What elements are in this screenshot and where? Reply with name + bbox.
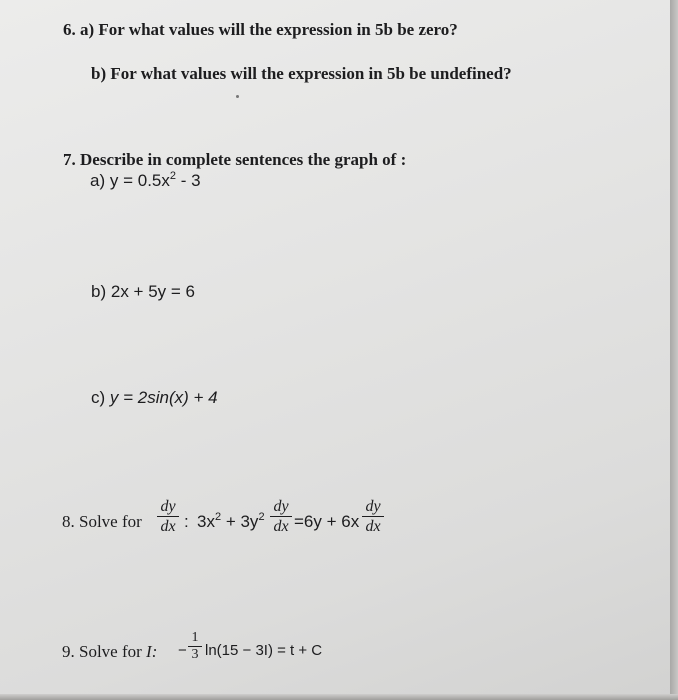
q8-frac2-bar xyxy=(270,516,292,517)
paper-right-edge xyxy=(670,0,678,700)
q9-negative-sign: − xyxy=(178,642,187,659)
q7-a-label: a) xyxy=(90,171,106,190)
q9-expression: ln(15 − 3I) = t + C xyxy=(205,642,323,659)
stray-mark xyxy=(236,95,239,98)
q8-frac1-num: dy xyxy=(160,498,176,515)
q8-term1: 3x xyxy=(197,512,215,531)
q8-fraction-dydx-3 xyxy=(362,498,384,535)
q6-b-label: b) xyxy=(91,64,107,83)
q7-a xyxy=(90,171,201,191)
q8-frac1-bar xyxy=(157,516,179,517)
q6-a-label: a) xyxy=(80,20,95,39)
q7-b xyxy=(91,282,195,302)
q6-line-a xyxy=(63,20,458,40)
q6-line-b xyxy=(91,64,512,84)
q7-line xyxy=(63,150,406,170)
q9-fraction-one-third xyxy=(188,631,202,662)
q7-b-equation: 2x + 5y = 6 xyxy=(110,282,195,301)
q8-exp2: 2 xyxy=(258,511,265,523)
q6-number: 6. xyxy=(63,20,76,39)
q8-frac2-num: dy xyxy=(273,498,289,515)
q7-a-lhs: y = 0.5x xyxy=(109,171,170,190)
q6-b-text: For what values will the expression in 5b be undefined? xyxy=(110,64,512,83)
q6-a-text: For what values will the expression in 5b be zero? xyxy=(98,20,458,39)
q7-b-label: b) xyxy=(91,282,107,301)
paper-bottom-edge xyxy=(0,694,678,700)
q7-c-equation: y = 2sin(x) + 4 xyxy=(109,388,218,407)
q8-number: 8. xyxy=(62,512,75,531)
q7-a-exponent: 2 xyxy=(169,170,176,182)
q7-c-label: c) xyxy=(91,388,106,407)
q7-c xyxy=(91,388,218,408)
q8-exp1: 2 xyxy=(214,511,222,523)
q8-colon: : xyxy=(184,512,189,531)
q8-fraction-dydx-1 xyxy=(157,498,179,535)
q8-frac1-den: dx xyxy=(160,518,176,535)
q8-prompt: Solve for xyxy=(79,512,142,531)
q9-frac-num: 1 xyxy=(191,630,199,645)
q9-number: 9. xyxy=(62,642,75,661)
q8-frac3-bar xyxy=(362,516,384,517)
q7-number: 7. xyxy=(63,150,76,169)
q9-variable: I: xyxy=(146,642,158,661)
q7-prompt: Describe in complete sentences the graph of : xyxy=(80,150,407,169)
q8-fraction-dydx-2 xyxy=(270,498,292,535)
q7-a-rhs: - 3 xyxy=(176,171,201,190)
q8-frac3-den: dx xyxy=(365,518,381,535)
q8-term2: + 3y xyxy=(221,512,259,531)
q8-frac2-den: dx xyxy=(273,518,289,535)
q9-line xyxy=(62,642,157,662)
q8-equation-part1 xyxy=(197,512,265,532)
q9-frac-den: 3 xyxy=(191,647,199,662)
q8-frac3-num: dy xyxy=(365,498,381,515)
q9-prompt: Solve for xyxy=(79,642,142,661)
q8-line xyxy=(62,512,142,532)
q8-equation-part3: =6y + 6x xyxy=(294,512,360,531)
